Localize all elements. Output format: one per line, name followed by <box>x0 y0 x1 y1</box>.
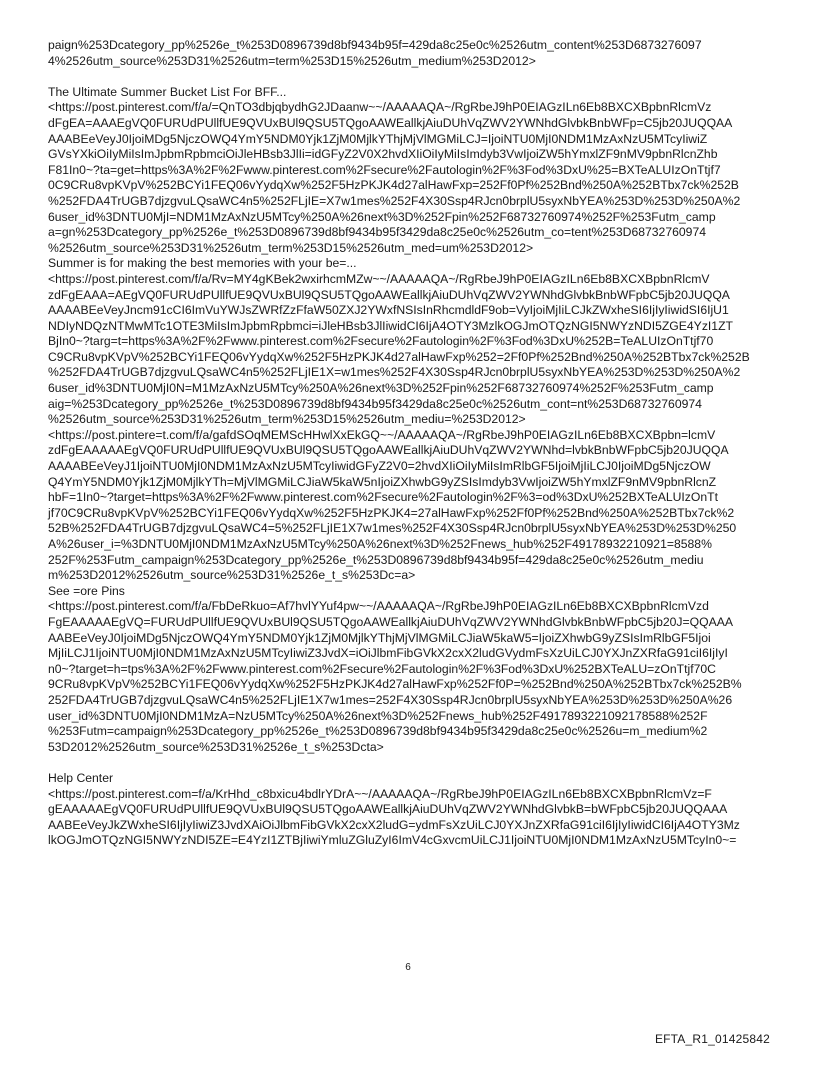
text-line: <https://post.pinterest.com/f/a/Rv=MY4gKBek2wxirhcmMZw~~/AAAAAQA~/RgRbeJ9hP0EIAGzILn6Eb8BXCXBpbnRlcmV <box>48 271 710 286</box>
text-line: Help Center <box>48 770 114 785</box>
text-line: paign%253Dcategory_pp%2526e_t%253D0896739d8bf9434b95f=429da8c25e0c%2526utm_content%253D6873276097 <box>48 38 702 52</box>
text-line: user_id%3DNTU0MjI0NDM1MzA=NzU5MTcy%250A%26next%3D%252Fnews_hub%252F4917893221092178588%252F <box>48 708 708 723</box>
text-line: zdFgEAAAAAEgVQ0FURUdPUllfUE9QVUxBUl9QSU5TQgoAAWEallkjAiuDUhVqZWV2YWNhd=lvbkBnbWFpbC5jb20JUQQA <box>48 443 729 458</box>
text-line: aig=%253Dcategory_pp%2526e_t%253D0896739d8bf9434b95f3429da8c25e0c%2526utm_cont=nt%253D68732760974 <box>48 396 702 411</box>
text-line: 9CRu8vpKVpV%252BCYi1FEQ06vYydqXw%252F5HzPKJK4d27alHawFxp%252Ff0P=%252Bnd%250A%252BTbx7ck%252B% <box>48 677 742 692</box>
text-line: F81In0~?ta=get=https%3A%2F%2Fwww.pinterest.com%2Fsecure%2Fautologin%2F%3Fod%3DxU%25=BXTeALUIzOnTtjf7 <box>48 162 721 177</box>
text-line: AABEeVeyJ0IjoiMDg5NjczOWQ4YmY5NDM0Yjk1ZjM0MjlkYThjMjVlMGMiLCJiaW5kaW5=IjoiZXhwbG9yZSIsImRlbGF5Ijoi <box>48 630 711 645</box>
text-line: NDIyNDQzNTMwMTc1OTE3MiIsImJpbmRpbmci=iJleHBsb3JlIiwidCI6IjA4OTY3MzlkOGJmOTQzNGI5NWYzNDI5ZGE4YzI1ZT <box>48 318 733 333</box>
blank-line <box>48 69 774 85</box>
text-line: C9CRu8vpKVpV%252BCYi1FEQ06vYydqXw%252F5HzPKJK4d27alHawFxp%252=2Ff0Pf%252Bnd%250A%252BTbx7ck%252B <box>48 349 750 364</box>
text-line: Q4YmY5NDM0Yjk1ZjM0MjlkYTh=MjVlMGMiLCJiaW5kaW5nIjoiZXhwbG9yZSIsImdyb3VwIjoiZW5hYmxlZF9nMV9pbnRlcnZ <box>48 474 717 489</box>
text-line: gEAAAAAEgVQ0FURUdPUllfUE9QVUxBUl9QSU5TQgoAAWEallkjAiuDUhVqZWV2YWNhdGlvbkB=bWFpbC5jb20JUQQAAA <box>48 802 728 817</box>
text-line: 0C9CRu8vpKVpV%252BCYi1FEQ06vYydqXw%252F5HzPKJK4d27alHawFxp=252Ff0Pf%252Bnd%250A%252BTbx7ck%252B <box>48 178 739 193</box>
text-line: 252F%253Futm_campaign%253Dcategory_pp%2526e_t%253D0896739d8bf9434b95f=429da8c25e0c%2526utm_mediu <box>48 552 704 567</box>
text-line: A%26user_i=%3DNTU0MjI0NDM1MzAxNzU5MTcy%250A%26next%3D%252Fnews_hub%252F49178932210921=8588% <box>48 537 712 551</box>
text-line: MjIiLCJ1IjoiNTU0MjI0NDM1MzAxNzU5MTcyIiwiZ3JvdX=iOiJlbmFibGVkX2cxX2ludGVydmFsXzUiLCJ0YXJnZXRfaG91ciI6IjIyI <box>48 646 728 661</box>
text-line: 252FDA4TrUGB7djzgvuLQsaWC4n5%252FLjIE1X7w1mes=252F4X30Ssp4RJcn0brplU5syxNbYEA%253D%253D%250A%26 <box>48 692 733 707</box>
text-line: jf70C9CRu8vpKVpV%252BCYi1FEQ06vYydqXw%252F5HzPKJK4=27alHawFxp%252Ff0Pf%252Bnd%250A%252BTbx7ck%2 <box>48 505 735 520</box>
text-line: <https://post.pinterest.com=f/a/KrHhd_c8bxicu4bdlrYDrA~~/AAAAAQA~/RgRbeJ9hP0EIAGzILn6Eb8BXCXBpbnRlcmVz=F <box>48 786 712 801</box>
text-line: See =ore Pins <box>48 583 125 598</box>
text-line: 52B%252FDA4TrUGB7djzgvuLQsaWC4=5%252FLjIE1X7w1mes%252F4X30Ssp4RJcn0brplU5syxNbYEA%253D%253D%250 <box>48 521 737 536</box>
text-line: m%253D2012%2526utm_source%253D31%2526e_t_s%253Dc=a> <box>48 568 416 583</box>
text-line: a=gn%253Dcategory_pp%2526e_t%253D0896739d8bf9434b95f3429da8c25e0c%2526utm_co=tent%253D68732760974 <box>48 225 707 240</box>
blank-line <box>48 755 774 771</box>
text-line: BjIn0~?targ=t=https%3A%2F%2Fwww.pinterest.com%2Fsecure%2Fautologin%2F%3Fod%3DxU%252B=TeALUIzOnTtjf70 <box>48 334 714 349</box>
text-line: AABEeVeyJkZWxheSI6IjIyIiwiZ3JvdXAiOiJlbmFibGVkX2cxX2ludG=ydmFsXzUiLCJ0YXJnZXRfaG91ciI6IjIyIiwidCI6IjA4OTY3Mz <box>48 817 740 832</box>
text-line: dFgEA=AAAEgVQ0FURUdPUllfUE9QVUxBUl9QSU5TQgoAAWEallkjAiuDUhVqZWV2YWNhdGlvbkBnbWFp=C5jb20JUQQAA <box>48 115 733 130</box>
text-line: 53D2012%2526utm_source%253D31%2526e_t_s%253Dcta> <box>48 739 384 754</box>
text-line: AAABEeVeyJ0IjoiMDg5NjczOWQ4YmY5NDM0Yjk1ZjM0MjlkYThjMjVlMGMiLCJ=IjoiNTU0MjI0NDM1MzAxNzU5MTcyIiwiZ <box>48 131 708 146</box>
text-line: 6user_id%3DNTU0MjI0N=M1MzAxNzU5MTcy%250A%26next%3D%252Fpin%252F68732760974%252F%253Futm_camp <box>48 381 714 396</box>
text-line: %253Futm=campaign%253Dcategory_pp%2526e_t%253D0896739d8bf9434b95f3429da8c25e0c%2526u=m_medium%2 <box>48 724 708 739</box>
text-line: %252FDA4TrUGB7djzgvuLQsaWC4n5%252FLjIE=X7w1mes%252F4X30Ssp4RJcn0brplU5syxNbYEA%253D%253D%250A%2 <box>48 193 741 208</box>
page-number: 6 <box>405 962 411 973</box>
text-line: %2526utm_source%253D31%2526utm_term%253D15%2526utm_mediu=%253D2012> <box>48 412 526 427</box>
text-line: hbF=1In0~?target=https%3A%2F%2Fwww.pinterest.com%2Fsecure%2Fautologin%2F%3=od%3DxU%252BXTeALUIzOnTt <box>48 490 718 505</box>
text-line: GVsYXkiOiIyMiIsImJpbmRpbmciOiJleHBsb3JlIi=idGFyZ2V0X2hvdXIiOiIyMiIsImdyb3VwIjoiZW5hYmxlZF9nMV9pbnRlcnZhb <box>48 147 718 162</box>
text-line: <https://post.pintere=t.com/f/a/gafdSOqMEMScHHwlXxEkGQ~~/AAAAAQA~/RgRbeJ9hP0EIAGzILn6Eb8BXCXBpbn=lcmV <box>48 427 716 442</box>
text-line: <https://post.pinterest.com/f/a/FbDeRkuo=Af7hvlYYuf4pw~~/AAAAAQA~/RgRbeJ9hP0EIAGzILn6Eb8BXCXBpbnRlcmVzd <box>48 599 709 614</box>
text-line: AAAABEeVeyJ1IjoiNTU0MjI0NDM1MzAxNzU5MTcyIiwidGFyZ2V0=2hvdXIiOiIyMiIsImRlbGF5IjoiMjIiLCJ0IjoiMDg5NjczOW <box>48 459 711 474</box>
text-line: %252FDA4TrUGB7djzgvuLQsaWC4n5%252FLjIE1X=w1mes%252F4X30Ssp4RJcn0brplU5syxNbYEA%253D%253D%250A%2 <box>48 365 741 380</box>
bates-number: EFTA_R1_01425842 <box>654 1032 770 1046</box>
text-line: 4%2526utm_source%253D31%2526utm=term%253D15%2526utm_medium%253D2012> <box>48 53 536 68</box>
text-line: n0~?target=h=tps%3A%2F%2Fwww.pinterest.com%2Fsecure%2Fautologin%2F%3Fod%3DxU%252BXTeALU=zOnTtjf70C <box>48 661 716 676</box>
text-line: The Ultimate Summer Bucket List For BFF... <box>48 84 287 99</box>
document-body <box>48 38 774 849</box>
text-line: FgEAAAAAEgVQ=FURUdPUllfUE9QVUxBUl9QSU5TQgoAAWEallkjAiuDUhVqZWV2YWNhdGlvbkBnbWFpbC5jb20J=QQAAA <box>48 614 733 629</box>
text-line: <https://post.pinterest.com/f/a/=QnTO3dbjqbydhG2JDaanw~~/AAAAAQA~/RgRbeJ9hP0EIAGzILn6Eb8BXCXBpbnRlcmVz <box>48 100 712 115</box>
text-line: 6user_id%3DNTU0MjI=NDM1MzAxNzU5MTcy%250A%26next%3D%252Fpin%252F68732760974%252F%253Futm_camp <box>48 209 716 224</box>
text-line: %2526utm_source%253D31%2526utm_term%253D15%2526utm_med=um%253D2012> <box>48 240 534 255</box>
text-line: zdFgEAAA=AEgVQ0FURUdPUllfUE9QVUxBUl9QSU5TQgoAAWEallkjAiuDUhVqZWV2YWNhdGlvbkBnbWFpbC5jb20JUQQA <box>48 287 730 302</box>
text-line: AAAABEeVeyJncm91cCI6ImVuYWJsZWRfZzFfaW50ZXJ2YWxfNSIsInRhcmdldF9ob=VyIjoiMjIiLCJkZWxheSI6IjIyIiwidSI6IjU1 <box>48 303 729 318</box>
text-line: Summer is for making the best memories with your be=... <box>48 256 357 271</box>
text-line: lkOGJmOTQzNGI5NWYzNDI5ZE=E4YzI1ZTBjIiwiYmluZGluZyI6ImV4cGxvcmUiLCJ1IjoiNTU0MjI0NDM1MzAxNzU5MTcyIn0~= <box>48 833 737 848</box>
